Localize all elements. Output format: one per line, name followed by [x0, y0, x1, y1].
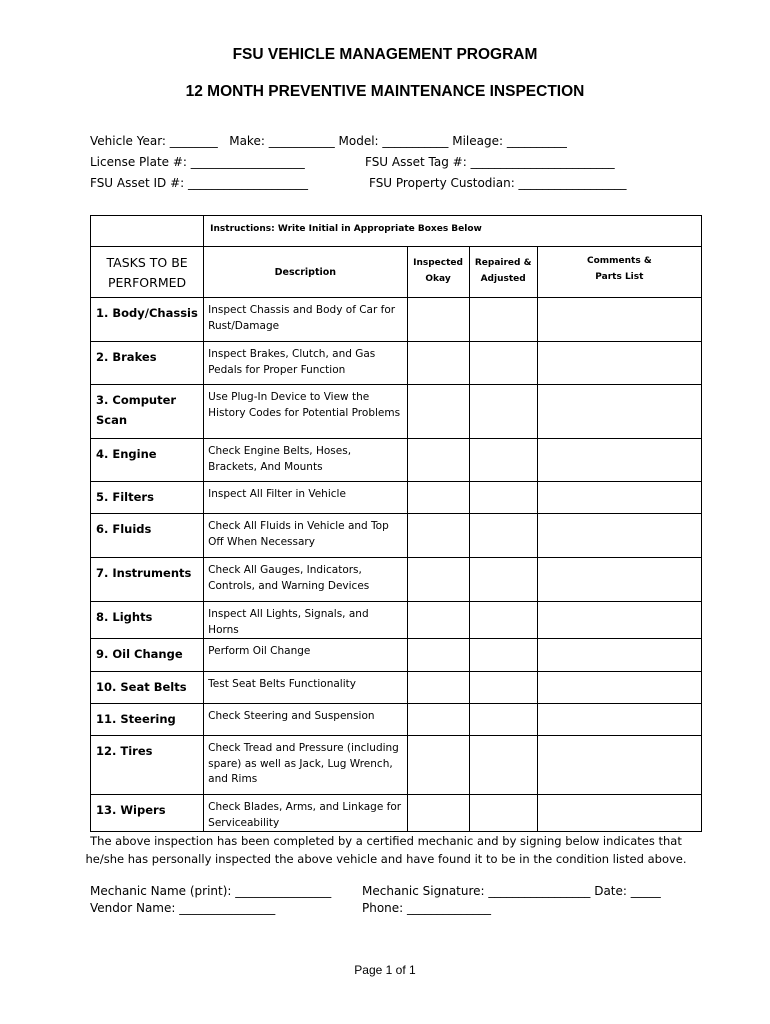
task-name: 3. Computer Scan [91, 385, 204, 439]
comments-cell[interactable] [537, 482, 701, 514]
repaired-adjusted-cell[interactable] [469, 385, 537, 439]
table-row [91, 385, 702, 439]
page-number: Page 1 of 1 [354, 963, 416, 977]
task-name: 6. Fluids [91, 514, 204, 558]
inspected-okay-cell[interactable] [407, 672, 469, 704]
task-name: 8. Lights [91, 602, 204, 639]
task-description: Check Blades, Arms, and Linkage for Serviceability [204, 795, 407, 832]
certification-statement: The above inspection has been completed by a certified mechanic and by signing below indicates that he/she has personally inspected the above vehicle and have found it to be in the condition listed above. [85, 834, 687, 866]
repaired-adjusted-cell[interactable] [469, 558, 537, 602]
inspected-header-line2: Okay [425, 274, 451, 284]
table-row [91, 795, 702, 832]
table-row [91, 639, 702, 672]
inspected-okay-cell[interactable] [407, 704, 469, 736]
instructions: Instructions: Write Initial in Appropriate Boxes Below [204, 216, 702, 247]
property-custodian-field[interactable]: FSU Property Custodian: __________________ [369, 176, 627, 190]
table-row [91, 514, 702, 558]
inspected-okay-cell[interactable] [407, 298, 469, 342]
comments-cell[interactable] [537, 558, 701, 602]
repaired-adjusted-cell[interactable] [469, 602, 537, 639]
inspected-okay-cell[interactable] [407, 795, 469, 832]
task-description: Check Steering and Suspension [204, 704, 407, 736]
inspected-header [407, 247, 469, 298]
repaired-adjusted-cell[interactable] [469, 704, 537, 736]
repaired-header [469, 247, 537, 298]
task-description: Test Seat Belts Functionality [204, 672, 407, 704]
vehicle-info-line[interactable]: Vehicle Year: ________ Make: ___________ Model: ___________ Mileage: __________ [90, 134, 567, 148]
task-description: Use Plug-In Device to View the History Codes for Potential Problems [204, 385, 407, 439]
task-description: Check All Fluids in Vehicle and Top Off When Necessary [204, 514, 407, 558]
description-header: Description [204, 247, 407, 298]
task-name: 12. Tires [91, 736, 204, 795]
table-row [91, 704, 702, 736]
task-name: 13. Wipers [91, 795, 204, 832]
repaired-adjusted-cell[interactable] [469, 672, 537, 704]
comments-cell[interactable] [537, 704, 701, 736]
repaired-adjusted-cell[interactable] [469, 439, 537, 482]
repaired-adjusted-cell[interactable] [469, 795, 537, 832]
repaired-adjusted-cell[interactable] [469, 298, 537, 342]
inspected-okay-cell[interactable] [407, 482, 469, 514]
task-description: Inspect Brakes, Clutch, and Gas Pedals for Proper Function [204, 342, 407, 385]
comments-cell[interactable] [537, 672, 701, 704]
table-row [91, 482, 702, 514]
document-title: FSU VEHICLE MANAGEMENT PROGRAM [232, 46, 538, 63]
comments-cell[interactable] [537, 736, 701, 795]
task-name: 5. Filters [91, 482, 204, 514]
table-row [91, 736, 702, 795]
table-row [91, 672, 702, 704]
inspected-okay-cell[interactable] [407, 736, 469, 795]
comments-cell[interactable] [537, 385, 701, 439]
comments-header-line1: Comments & [587, 256, 652, 266]
inspected-header-line1: Inspected [413, 258, 463, 268]
comments-cell[interactable] [537, 439, 701, 482]
asset-tag-field[interactable]: FSU Asset Tag #: ________________________ [365, 155, 615, 169]
repaired-adjusted-cell[interactable] [469, 639, 537, 672]
task-description: Check Engine Belts, Hoses, Brackets, And Mounts [204, 439, 407, 482]
task-description: Inspect Chassis and Body of Car for Rust/Damage [204, 298, 407, 342]
table-row [91, 298, 702, 342]
task-description: Check Tread and Pressure (including spare) as well as Jack, Lug Wrench, and Rims [204, 736, 407, 795]
tasks-header [91, 247, 204, 298]
inspection-table [90, 215, 702, 832]
asset-id-field[interactable]: FSU Asset ID #: ____________________ [90, 176, 309, 190]
task-name: 1. Body/Chassis [91, 298, 204, 342]
task-description: Perform Oil Change [204, 639, 407, 672]
table-row [91, 342, 702, 385]
repaired-adjusted-cell[interactable] [469, 514, 537, 558]
tasks-header-line1: TASKS TO BE [106, 255, 188, 270]
comments-cell[interactable] [537, 602, 701, 639]
inspected-okay-cell[interactable] [407, 514, 469, 558]
comments-header-line2: Parts List [595, 272, 644, 282]
task-description: Check All Gauges, Indicators, Controls, and Warning Devices [204, 558, 407, 602]
blank-header-cell [91, 216, 204, 247]
inspected-okay-cell[interactable] [407, 602, 469, 639]
comments-header [537, 247, 701, 298]
license-plate-field[interactable]: License Plate #: ___________________ [90, 155, 305, 169]
comments-cell[interactable] [537, 342, 701, 385]
inspected-okay-cell[interactable] [407, 439, 469, 482]
inspected-okay-cell[interactable] [407, 385, 469, 439]
task-name: 2. Brakes [91, 342, 204, 385]
repaired-adjusted-cell[interactable] [469, 736, 537, 795]
comments-cell[interactable] [537, 514, 701, 558]
repaired-adjusted-cell[interactable] [469, 482, 537, 514]
comments-cell[interactable] [537, 298, 701, 342]
document-subtitle: 12 MONTH PREVENTIVE MAINTENANCE INSPECTION [185, 83, 585, 100]
task-description: Inspect All Lights, Signals, and Horns [204, 602, 407, 639]
task-name: 9. Oil Change [91, 639, 204, 672]
phone-field[interactable]: Phone: ______________ [362, 901, 492, 915]
task-description: Inspect All Filter in Vehicle [204, 482, 407, 514]
comments-cell[interactable] [537, 639, 701, 672]
task-name: 4. Engine [91, 439, 204, 482]
table-row [91, 602, 702, 639]
table-row [91, 558, 702, 602]
inspected-okay-cell[interactable] [407, 558, 469, 602]
inspected-okay-cell[interactable] [407, 342, 469, 385]
comments-cell[interactable] [537, 795, 701, 832]
inspected-okay-cell[interactable] [407, 639, 469, 672]
table-row [91, 439, 702, 482]
repaired-header-line2: Adjusted [480, 274, 526, 284]
mechanic-name-field[interactable]: Mechanic Name (print): ________________ [90, 884, 332, 898]
task-name: 10. Seat Belts [91, 672, 204, 704]
vendor-name-field[interactable]: Vendor Name: ________________ [90, 901, 276, 915]
repaired-header-line1: Repaired & [474, 258, 532, 268]
task-name: 11. Steering [91, 704, 204, 736]
mechanic-signature-field[interactable]: Mechanic Signature: _________________ Date: _____ [362, 884, 661, 898]
repaired-adjusted-cell[interactable] [469, 342, 537, 385]
task-name: 7. Instruments [91, 558, 204, 602]
tasks-header-line2: PERFORMED [108, 275, 187, 290]
